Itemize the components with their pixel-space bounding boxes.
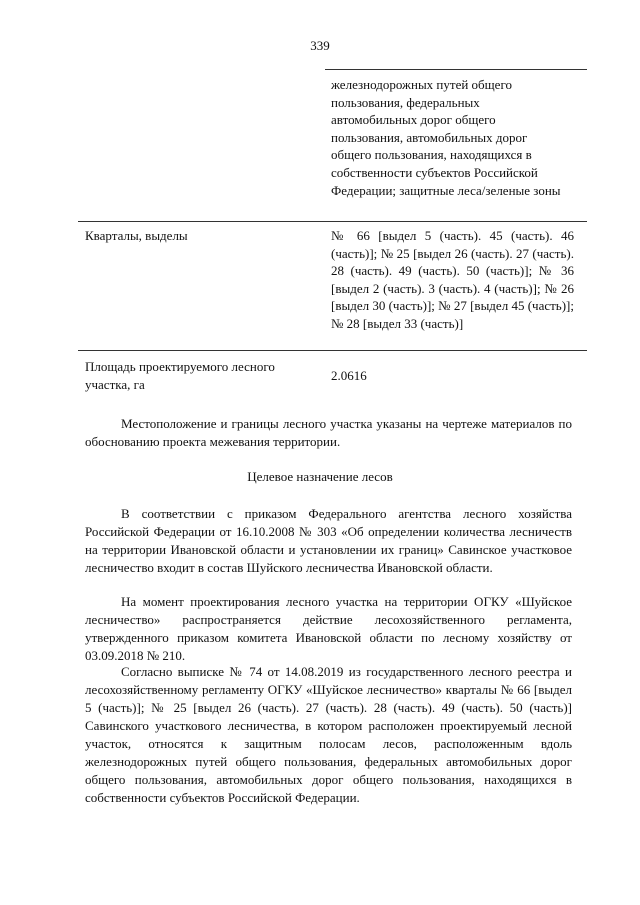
table-cell-value: железнодорожных путей общего пользования, федеральных автомобильных дорог общего пользования, автомобильных дорог общего пользования, находящихся в собственности субъектов Российской Федерации; защитные леса/зеленые зоны [331, 77, 561, 198]
paragraph-1 [85, 505, 572, 577]
location-text: Местоположение и границы лесного участка указаны на чертеже материалов по обоснованию проекта межевания территории. [85, 416, 572, 449]
paragraph-1-text: В соответствии с приказом Федерального агентства лесного хозяйства Российской Федерации от 16.10.2008 № 303 «Об определении количества лесничеств на территории Ивановской области и установлении их границ» Савинское участковое лесничество входит в состав Шуйского лесничества Ивановской области. [85, 506, 572, 575]
paragraph-3 [85, 663, 572, 807]
table-cell-label: Площадь проектируемого лесного участка, га [85, 359, 275, 392]
paragraph-2-text: На момент проектирования лесного участка на территории ОГКУ «Шуйское лесничество» распространяется действие лесохозяйственного регламента, утвержденного приказом комитета Ивановской области по лесному хозяйству от 03.09.2018 № 210. [85, 594, 572, 663]
page-number: 339 [310, 38, 330, 53]
section-heading: Целевое назначение лесов [247, 469, 393, 484]
table-cell-value: 2.0616 [331, 368, 367, 383]
location-paragraph [85, 415, 572, 451]
paragraph-3-text: Согласно выписке № 74 от 14.08.2019 из государственного лесного реестра и лесохозяйственному регламенту ОГКУ «Шуйское лесничество» кварталы № 66 [выдел 5 (часть)]; № 25 [выдел 26 (часть). 27 (часть). 28 (часть). 49 (часть). 50 (часть)] Савинского участкового лесничества, в котором расположен проектируемый лесной участок, относятся к защитным полосам лесов, расположенным вдоль железнодорожных путей общего пользования, федеральных автомобильных дорог общего пользования, автомобильных дорог общего пользования, находящихся в собственности субъектов Российской Федерации. [85, 664, 572, 805]
table-row-divider [78, 350, 587, 351]
table-row-divider [78, 221, 587, 222]
table-cell-label: Кварталы, выделы [85, 228, 188, 243]
table-top-rule [325, 69, 587, 70]
table-cell-value: № 66 [выдел 5 (часть). 45 (часть). 46 (часть)]; № 25 [выдел 26 (часть). 27 (часть). 28 (часть). 49 (часть). 50 (часть)]; № 36 [выдел 2 (часть). 3 (часть). 4 (часть)]; № 26 [выдел 30 (часть)]; № 27 [выдел 45 (часть)]; № 28 [выдел 33 (часть)] [331, 228, 574, 331]
paragraph-2 [85, 593, 572, 665]
